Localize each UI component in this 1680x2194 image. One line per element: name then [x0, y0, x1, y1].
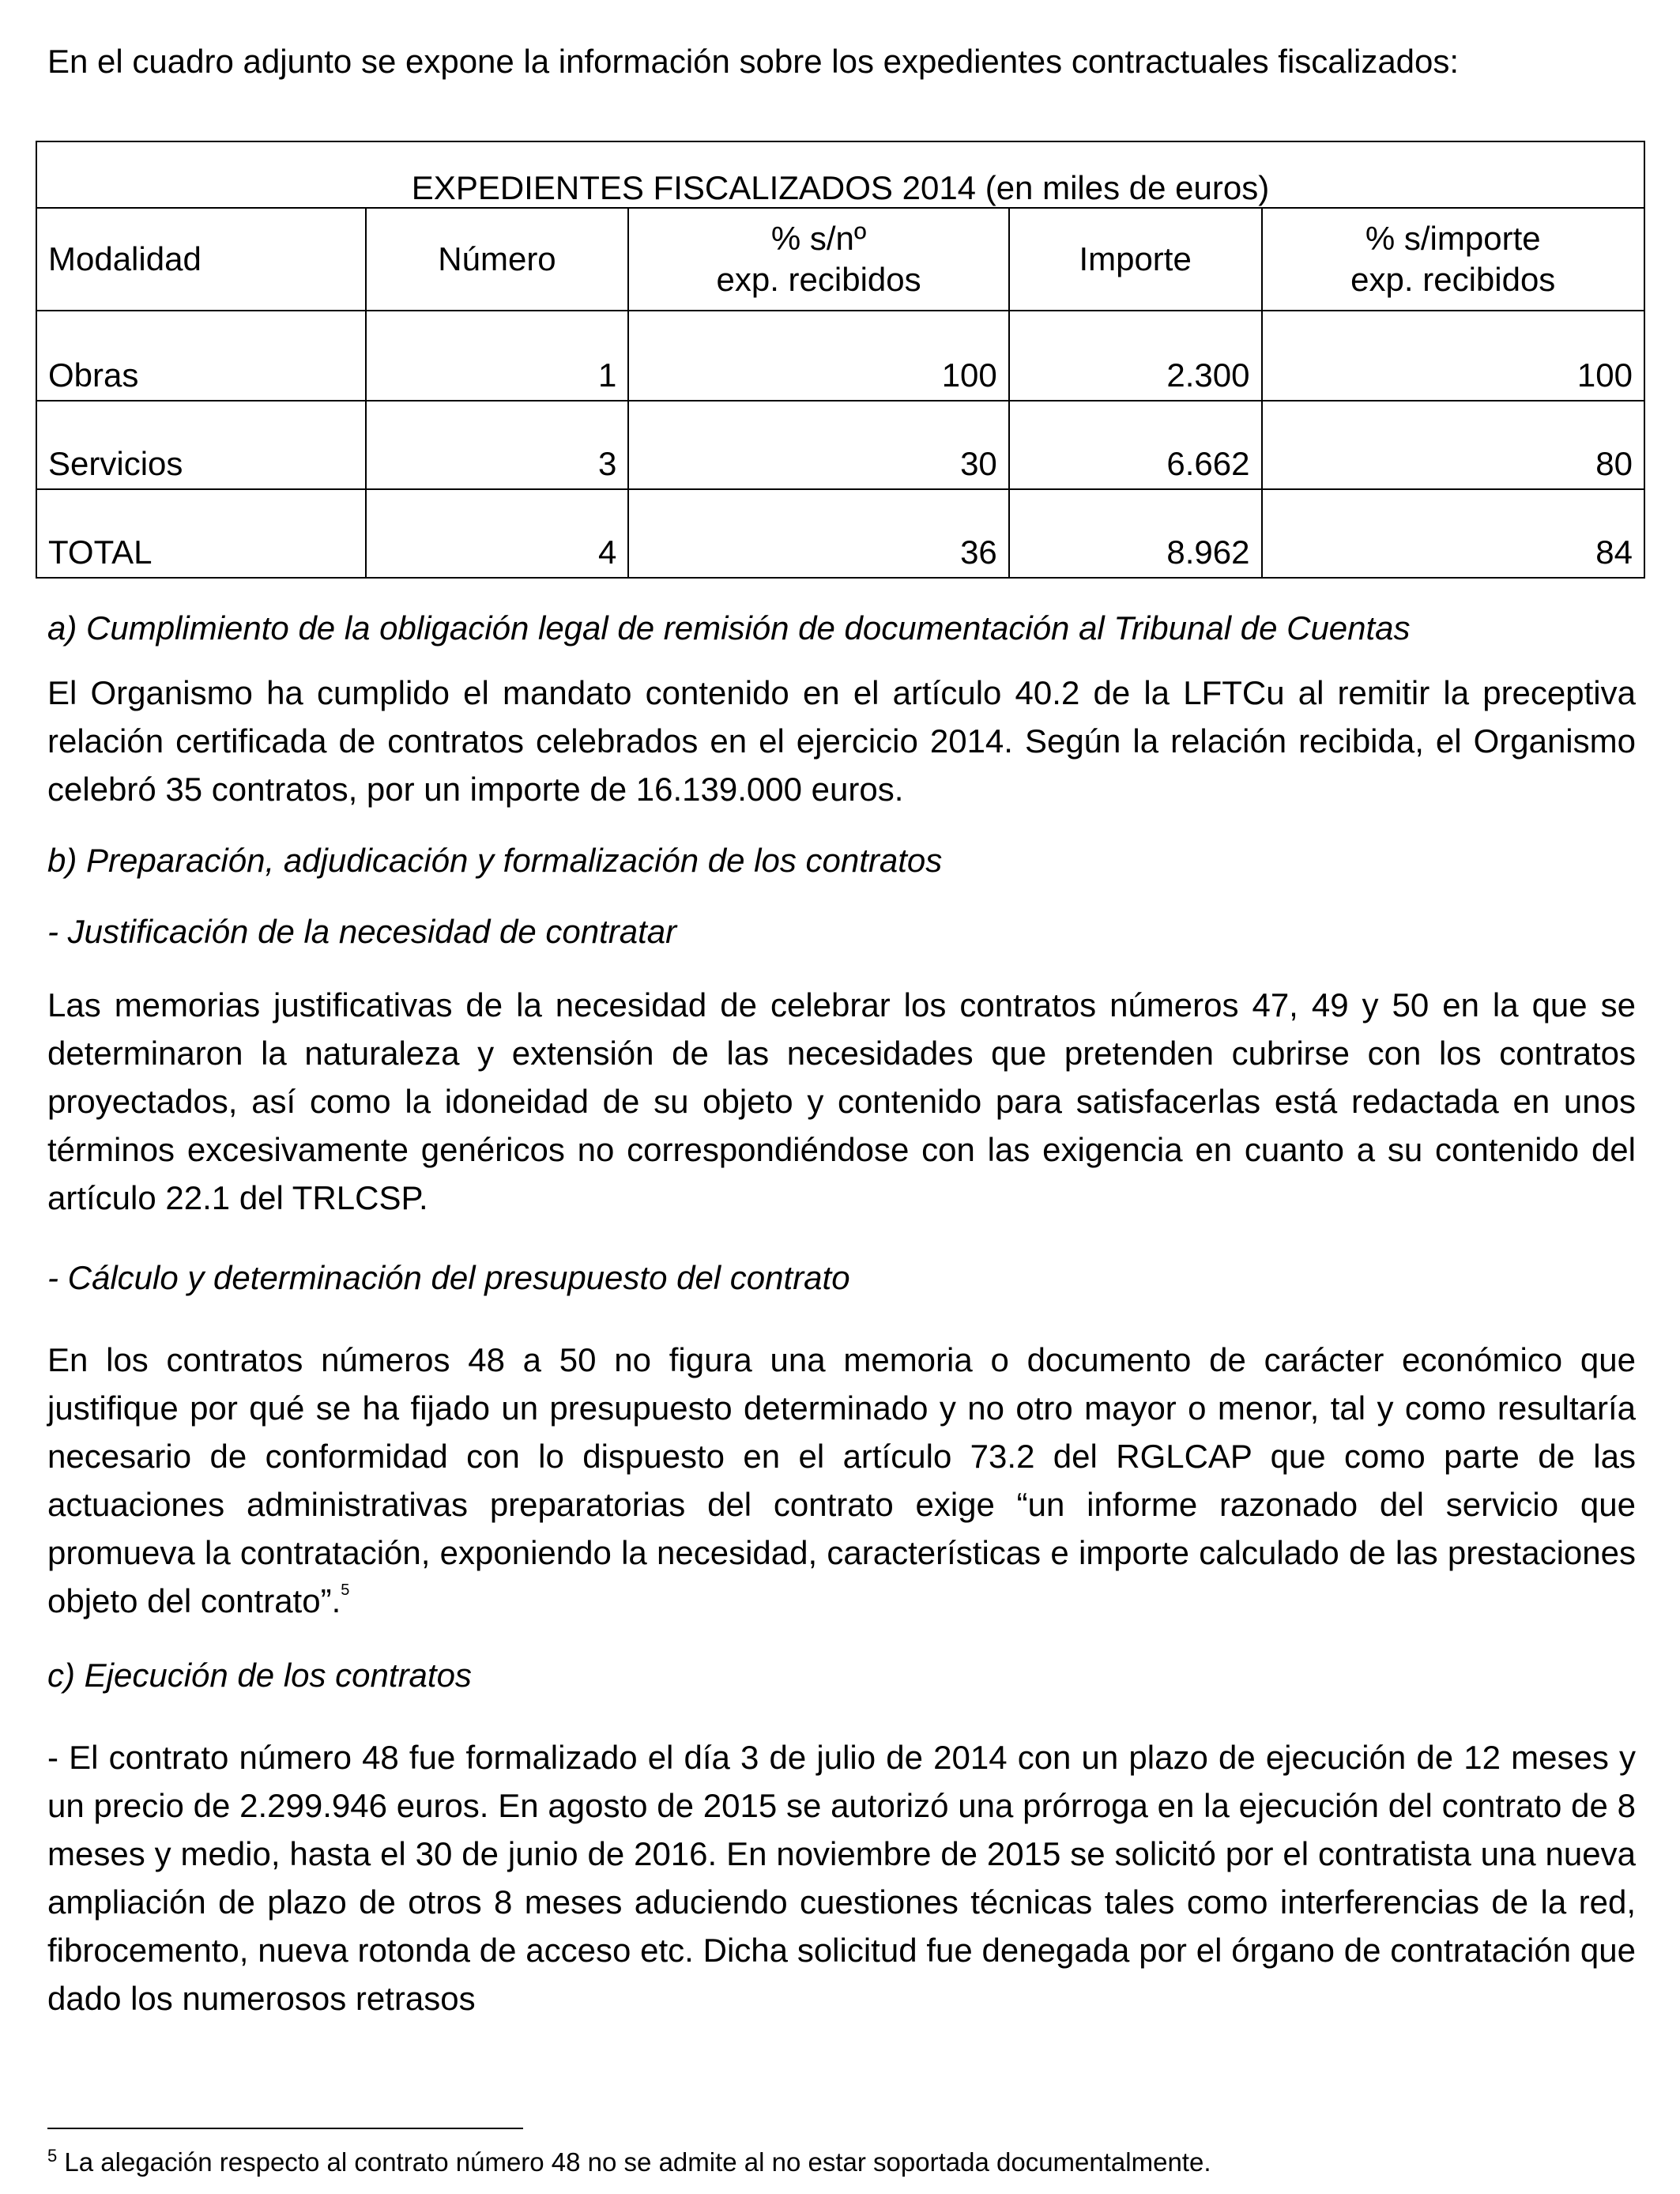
- expedientes-table: [36, 141, 1645, 579]
- cell-numero: 3: [366, 401, 629, 489]
- section-b2-heading: - Cálculo y determinación del presupuesto del contrato: [47, 1259, 850, 1296]
- section-b1-heading: - Justificación de la necesidad de contratar: [47, 913, 677, 950]
- header-pct-importe: [1262, 208, 1645, 311]
- section-c-paragraph: - El contrato número 48 fue formalizado el día 3 de julio de 2014 con un plazo de ejecución de 12 meses y un precio de 2.299.946 euros. En agosto de 2015 se autorizó una prórroga en la ejecución del contrato de 8 meses y medio, hasta el 30 de junio de 2016. En noviembre de 2015 se solicitó por el contratista una nueva ampliación de plazo de otros 8 meses aduciendo cuestiones técnicas tales como interferencias de la red, fibrocemento, nueva rotonda de acceso etc. Dicha solicitud fue denegada por el órgano de contratación que dado los numerosos retrasos: [47, 1739, 1636, 2017]
- cell-pct-importe: 100: [1262, 311, 1645, 401]
- cell-importe: 6.662: [1009, 401, 1262, 489]
- header-numero: Número: [366, 208, 629, 311]
- section-b2-text: En los contratos números 48 a 50 no figura una memoria o documento de carácter económico que justifique por qué se ha fijado un presupuesto determinado y no otro mayor o menor, tal y como resultaría necesario de conformidad con lo dispuesto en el artículo 73.2 del RGLCAP que como parte de las actuaciones administrativas preparatorias del contrato exige “un informe razonado del servicio que promueva la contratación, exponiendo la necesidad, características e importe calculado de las prestaciones objeto del contrato”.: [47, 1341, 1636, 1619]
- table-row: [36, 401, 1644, 489]
- table-title: EXPEDIENTES FISCALIZADOS 2014 (en miles de euros): [36, 141, 1644, 208]
- table-header-row: [36, 208, 1644, 311]
- intro-paragraph: En el cuadro adjunto se expone la información sobre los expedientes contractuales fiscalizados:: [47, 43, 1460, 80]
- cell-numero: 4: [366, 489, 629, 578]
- section-a-paragraph: El Organismo ha cumplido el mandato contenido en el artículo 40.2 de la LFTCu al remitir la preceptiva relación certificada de contratos celebrados en el ejercicio 2014. Según la relación recibida, el Organismo celebró 35 contratos, por un importe de 16.139.000 euros.: [47, 674, 1636, 808]
- cell-importe: 8.962: [1009, 489, 1262, 578]
- cell-pct-numero: 36: [628, 489, 1008, 578]
- cell-pct-numero: 30: [628, 401, 1008, 489]
- cell-pct-importe: 80: [1262, 401, 1645, 489]
- footnote-number: 5: [47, 2146, 58, 2166]
- cell-modalidad: Servicios: [36, 401, 366, 489]
- header-pct-numero-line1: % s/nº: [770, 220, 867, 257]
- cell-pct-importe: 84: [1262, 489, 1645, 578]
- cell-modalidad: TOTAL: [36, 489, 366, 578]
- header-modalidad: Modalidad: [36, 208, 366, 311]
- section-b1-paragraph: Las memorias justificativas de la necesidad de celebrar los contratos números 47, 49 y 50 en la que se determinaron la naturaleza y extensión de las necesidades que pretenden cubrirse con los contratos proyectados, así como la idoneidad de su objeto y contenido para satisfacerlas está redactada en unos términos excesivamente genéricos no correspondiéndose con las exigencia en cuanto a su contenido del artículo 22.1 del TRLCSP.: [47, 986, 1636, 1216]
- table-row: [36, 489, 1644, 578]
- header-pct-importe-line1: % s/importe: [1365, 220, 1541, 257]
- table-title-row: [36, 141, 1644, 208]
- cell-modalidad: Obras: [36, 311, 366, 401]
- cell-numero: 1: [366, 311, 629, 401]
- header-pct-numero: [628, 208, 1008, 311]
- section-c-heading: c) Ejecución de los contratos: [47, 1657, 472, 1694]
- section-b2-paragraph: [47, 1336, 1636, 1625]
- header-pct-importe-line2: exp. recibidos: [1350, 261, 1556, 298]
- cell-importe: 2.300: [1009, 311, 1262, 401]
- header-importe: Importe: [1009, 208, 1262, 311]
- footnote-text: La alegación respecto al contrato número 48 no se admite al no estar soportada documentalmente.: [64, 2147, 1211, 2177]
- section-a-heading: a) Cumplimiento de la obligación legal de remisión de documentación al Tribunal de Cuentas: [47, 609, 1411, 647]
- cell-pct-numero: 100: [628, 311, 1008, 401]
- footnote: [47, 2147, 1211, 2178]
- footnote-ref: 5: [341, 1581, 350, 1599]
- header-pct-numero-line2: exp. recibidos: [716, 261, 921, 298]
- table-row: [36, 311, 1644, 401]
- section-b-heading: b) Preparación, adjudicación y formalización de los contratos: [47, 842, 943, 879]
- footnote-divider: [47, 2128, 523, 2129]
